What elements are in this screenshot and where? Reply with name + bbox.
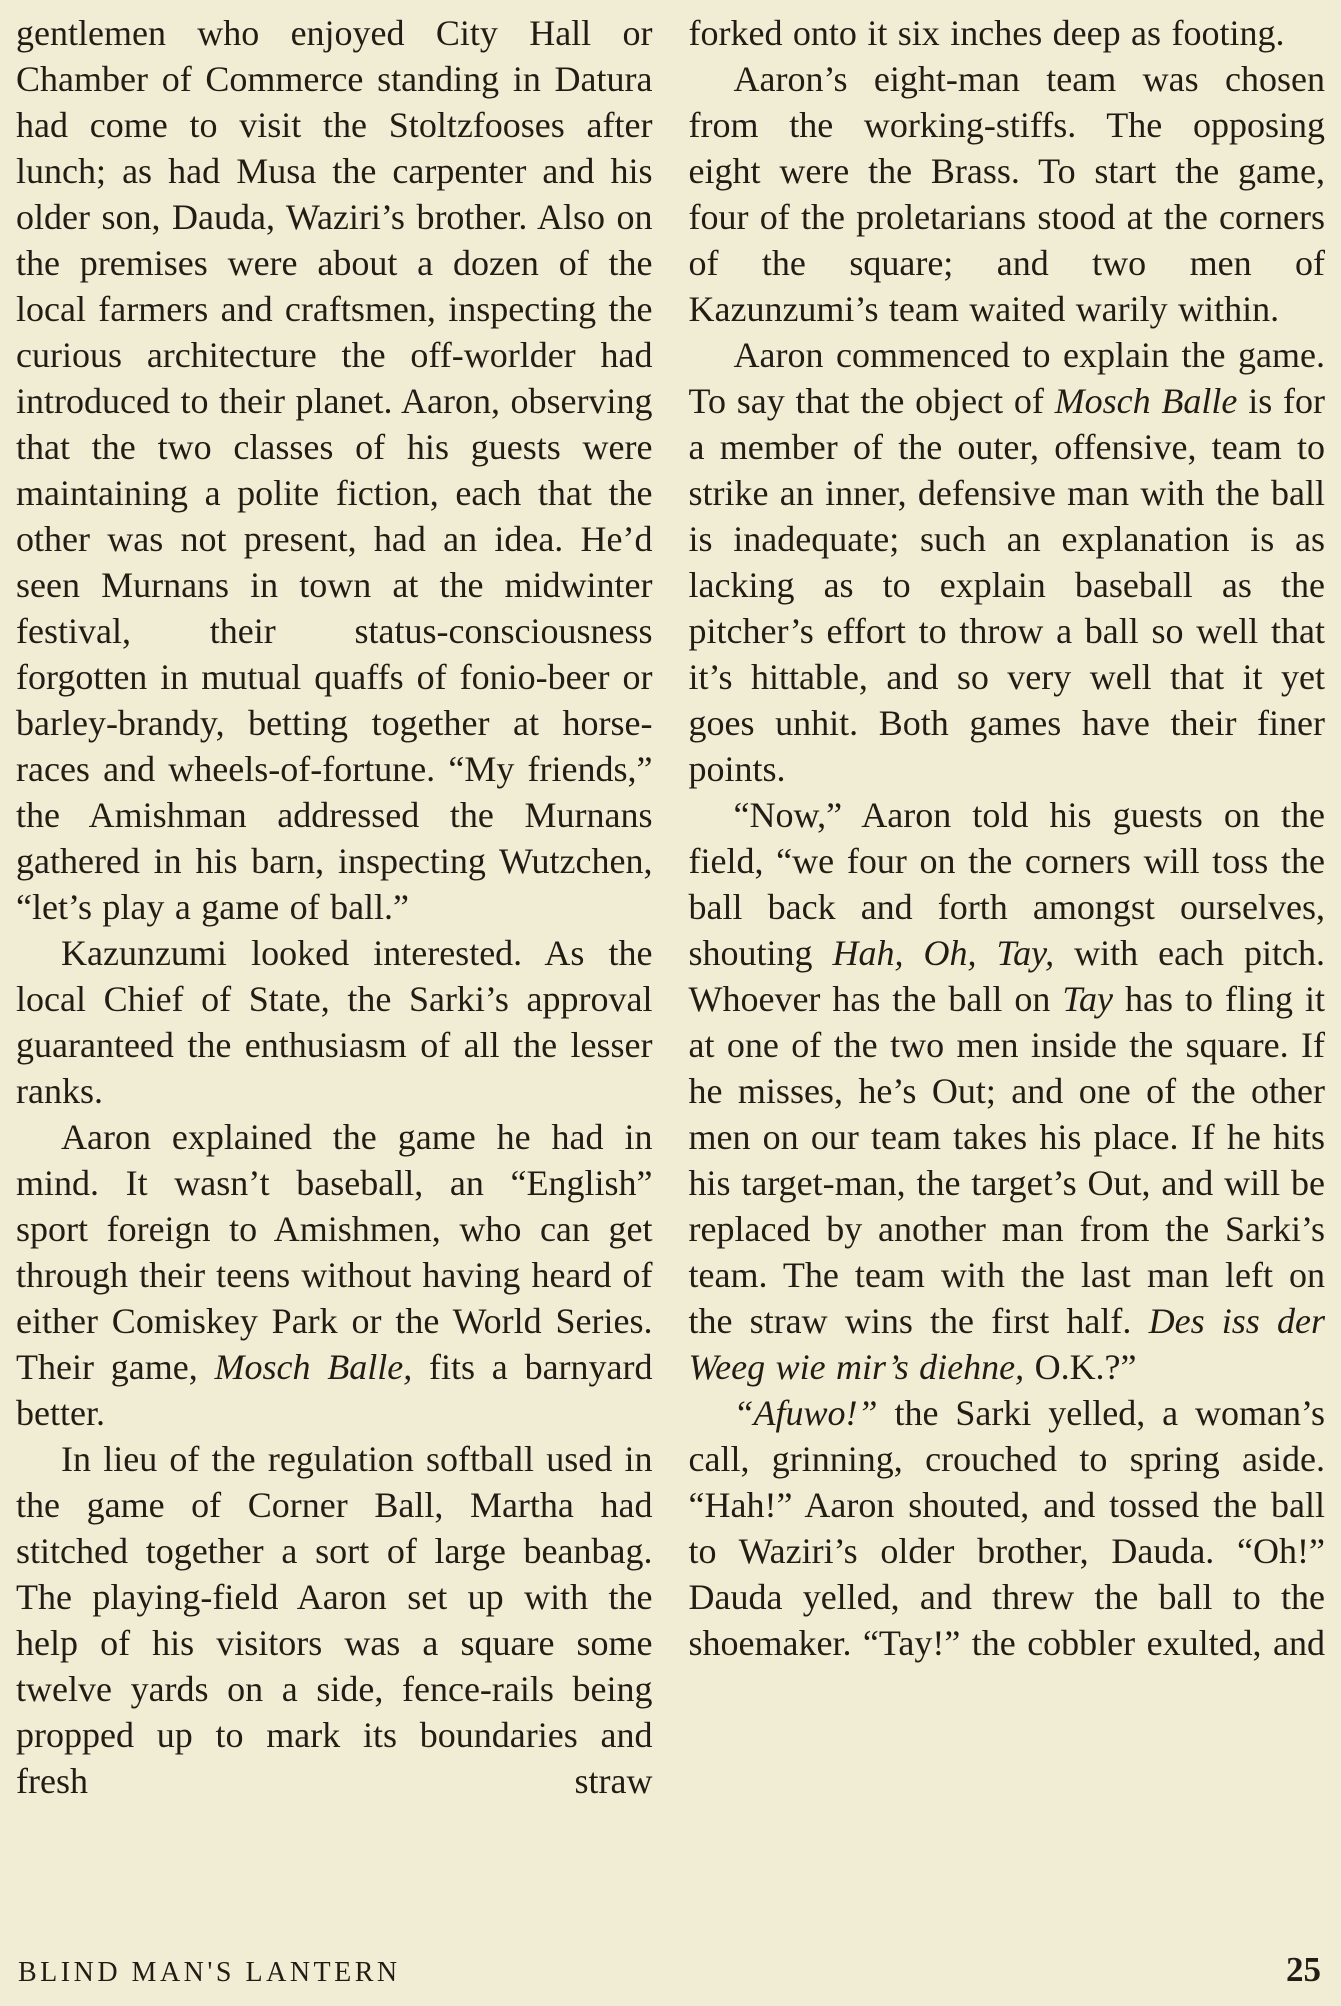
paragraph [689, 56, 1326, 332]
text-run: the Sarki yelled, a woman’s call, grinning, crouched to spring aside. “Hah!” Aaron shouted, and tossed the ball to Waziri’s older brother, Dauda. “Oh!” Dauda yelled, and threw the ball to the shoemaker. “Tay!” the cobbler exulted, and [688, 1393, 1325, 1663]
italic-text-run: “Afuwo!” [733, 1393, 878, 1433]
column-left [16, 10, 653, 1932]
running-title: BLIND MAN'S LANTERN [18, 1957, 401, 1988]
text-run: forked onto it six inches deep as footing. [688, 13, 1285, 53]
text-run: In lieu of the regulation softball used in the game of Corner Ball, Martha had stitched together a sort of large beanbag. The playing-field Aaron set up with the help of his visitors was a square some twelve yards on a side, fence-rails being propped up to mark its boundaries and fresh straw [16, 1439, 653, 1801]
text-run: Aaron’s eight-man team was chosen from the working-stiffs. The opposing eight were the Brass. To start the game, four of the proletarians stood at the corners of the square; and two men of Kazunzumi’s team waited warily within. [688, 59, 1325, 329]
italic-text-run: Hah, Oh, Tay, [832, 933, 1055, 973]
text-run: fits a barnyard better. [16, 1347, 653, 1433]
paragraph [689, 1390, 1326, 1666]
text-columns [16, 10, 1325, 1932]
text-run: Kazunzumi looked interested. As the local Chief of State, the Sarki’s approval guaranteed the enthusiasm of all the lesser ranks. [16, 933, 653, 1111]
paragraph [689, 332, 1326, 792]
page-number: 25 [1286, 1950, 1321, 1989]
text-run: “Now,” Aaron told his guests on the field, “we four on the corners will toss the ball back and forth amongst ourselves, shouting [688, 795, 1325, 973]
italic-text-run: Mosch Balle, [214, 1347, 413, 1387]
page-footer [16, 1944, 1325, 1990]
paragraph [16, 930, 653, 1114]
text-run: Aaron explained the game he had in mind. It wasn’t baseball, an “English” sport foreign to Amishmen, who can get through their teens without having heard of either Comiskey Park or the World Series. Their game, [16, 1117, 653, 1387]
paragraph [16, 1114, 653, 1436]
paragraph [16, 1436, 653, 1804]
paragraph [689, 10, 1326, 56]
italic-text-run: Mosch Balle [1054, 381, 1238, 421]
paragraph [16, 10, 653, 930]
column-right [689, 10, 1326, 1932]
italic-text-run: Des iss der Weeg wie mir’s diehne, [688, 1301, 1325, 1387]
paragraph [689, 792, 1326, 1390]
italic-text-run: Tay [1062, 979, 1114, 1019]
text-run: gentlemen who enjoyed City Hall or Chamber of Commerce standing in Datura had come to visit the Stoltzfooses after lunch; as had Musa the carpenter and his older son, Dauda, Waziri’s brother. Also on the premises were about a dozen of the local farmers and craftsmen, inspecting the curious architecture the off-worlder had introduced to their planet. Aaron, observing that the two classes of his guests were maintaining a polite fiction, each that the other was not present, had an idea. He’d seen Murnans in town at the midwinter festival, their status-consciousness forgotten in mutual quaffs of fonio-beer or barley-brandy, betting together at horse-races and wheels-of-fortune. “My friends,” the Amishman addressed the Murnans gathered in his barn, inspecting Wutzchen, “let’s play a game of ball.” [16, 13, 653, 927]
text-run: has to fling it at one of the two men inside the square. If he misses, he’s Out; and one of the other men on our team takes his place. If he hits his target-man, the target’s Out, and will be replaced by another man from the Sarki’s team. The team with the last man left on the straw wins the first half. [688, 979, 1325, 1341]
text-run: Aaron commenced to explain the game. To say that the object of [688, 335, 1325, 421]
text-run: O.K.?” [1024, 1347, 1137, 1387]
text-run: is for a member of the outer, offensive, team to strike an inner, defensive man with the ball is inadequate; such an explanation is as lacking as to explain baseball as the pitcher’s effort to throw a ball so well that it’s hittable, and so very well that it yet goes unhit. Both games have their finer points. [688, 381, 1325, 789]
text-run: with each pitch. Whoever has the ball on [688, 933, 1325, 1019]
